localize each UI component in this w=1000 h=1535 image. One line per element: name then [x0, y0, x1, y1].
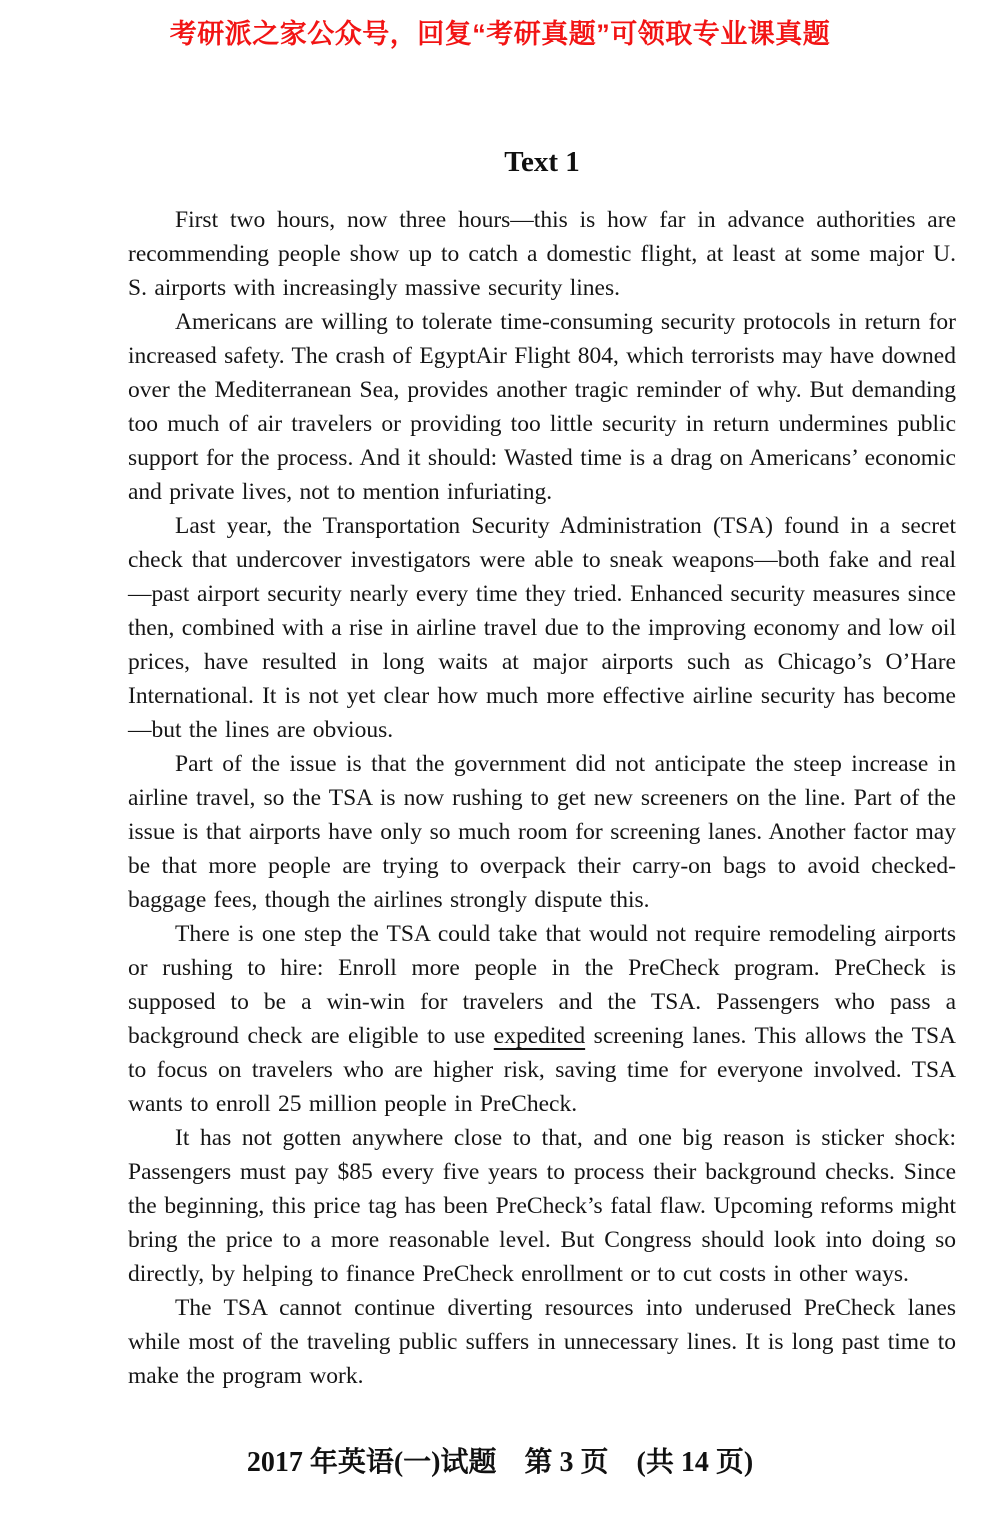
- paragraph-7-text: The TSA cannot continue diverting resources into underused PreCheck lanes while most of the traveling public suffers in unnecessary lines. It is long past time to make the program work.: [128, 1295, 956, 1389]
- underlined-word-expedited: expedited: [493, 1023, 586, 1049]
- reading-passage: [128, 146, 956, 1393]
- paragraph-6: [128, 1121, 956, 1291]
- paragraph-5: [128, 917, 956, 1121]
- paragraph-4: [128, 747, 956, 917]
- passage-title: Text 1: [504, 146, 580, 178]
- paragraph-3: [128, 509, 956, 747]
- paragraph-5-text-after: screening lanes. This allows the TSA to focus on travelers who are higher risk, saving time for everyone involved. TSA wants to enroll 25 million people in PreCheck.: [128, 1023, 957, 1117]
- paragraph-2: [128, 305, 956, 509]
- paragraph-1: [128, 203, 956, 305]
- paragraph-5-text-before: There is one step the TSA could take that would not require remodeling airports or rushing to hire: Enroll more people in the PreCheck program. PreCheck is supposed to be a win-win for travelers and the TSA. Passengers who pass a background check are eligible to use: [128, 921, 956, 1049]
- paragraph-6-text: It has not gotten anywhere close to that, and one big reason is sticker shock: Passengers must pay $85 every five years to process their background checks. Since the beginning, this price tag has been PreCheck’s fatal flaw. Upcoming reforms might bring the price to a more reasonable level. But Congress should look into doing so directly, by helping to finance PreCheck enrollment or to cut costs in other ways.: [128, 1125, 956, 1287]
- paragraph-2-text: Americans are willing to tolerate time-consuming security protocols in return for increased safety. The crash of EgyptAir Flight 804, which terrorists may have downed over the Mediterranean Sea, provides another tragic reminder of why. But demanding too much of air travelers or providing too little security in return undermines public support for the process. And it should: Wasted time is a drag on Americans’ economic and private lives, not to mention infuriating.: [128, 309, 956, 505]
- page-footer: 2017 年英语(一)试题 第 3 页 (共 14 页): [246, 1447, 754, 1478]
- promo-banner-text: 考研派之家公众号，回复“考研真题”可领取专业课真题: [169, 19, 831, 49]
- paragraph-3-text: Last year, the Transportation Security Administration (TSA) found in a secret check that undercover investigators were able to sneak weapons—both fake and real—past airport security nearly every time they tried. Enhanced security measures since then, combined with a rise in airline travel due to the improving economy and low oil prices, have resulted in long waits at major airports such as Chicago’s O’Hare International. It is not yet clear how much more effective airline security has become—but the lines are obvious.: [128, 513, 956, 743]
- paragraph-7: [128, 1291, 956, 1393]
- paragraph-4-text: Part of the issue is that the government did not anticipate the steep increase in airline travel, so the TSA is now rushing to get new screeners on the line. Part of the issue is that airports have only so much room for screening lanes. Another factor may be that more people are trying to overpack their carry-on bags to avoid checked-baggage fees, though the airlines strongly dispute this.: [128, 751, 956, 913]
- paragraph-1-text: First two hours, now three hours—this is how far in advance authorities are recommending people show up to catch a domestic flight, at least at some major U. S. airports with increasingly massive security lines.: [128, 207, 956, 301]
